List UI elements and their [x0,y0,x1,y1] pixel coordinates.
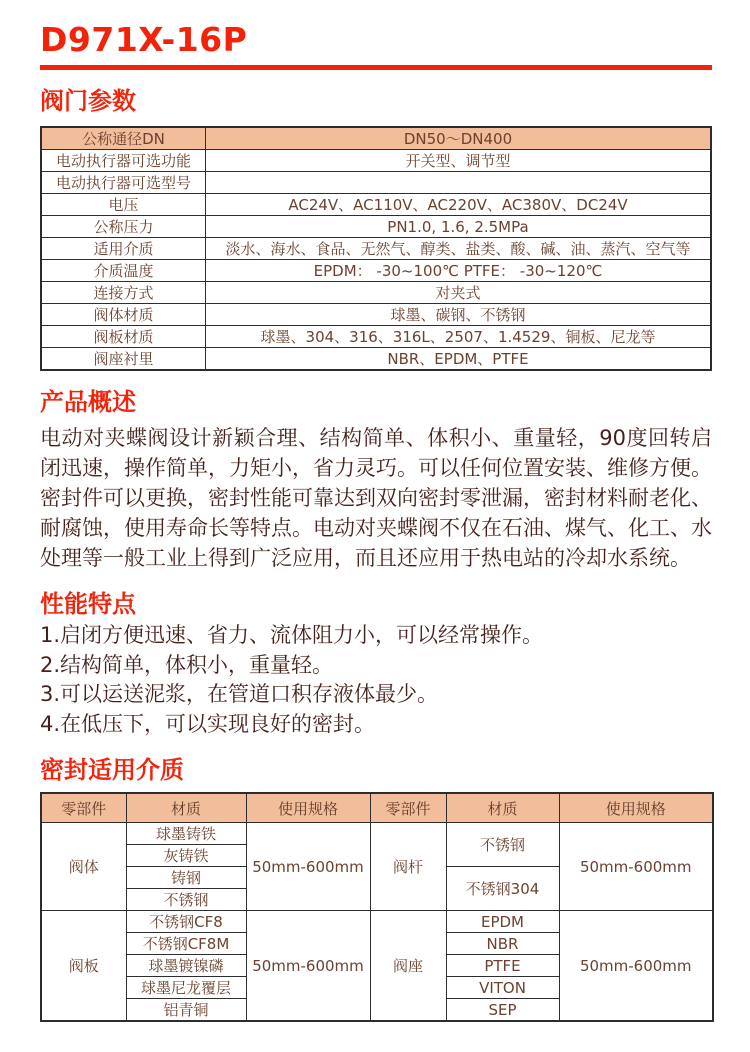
param-label: 电动执行器可选型号 [41,172,206,194]
section-heading-valve-params: 阀门参数 [40,87,136,115]
table-row [41,172,711,194]
spec-cell: 50mm-600mm [559,911,713,1022]
column-header: 零部件 [370,793,446,823]
material-cell: PTFE [446,955,559,977]
table-row [41,150,711,172]
param-value: 开关型、调节型 [206,150,712,172]
material-cell: 铸钢 [126,867,246,889]
section-heading-features: 性能特点 [40,590,136,618]
overview-paragraph: 电动对夹蝶阀设计新颖合理、结构简单、体积小、重量轻，90度回转启闭迅速，操作简单，力矩小，省力灵巧。可以任何位置安装、维修方便。密封件可以更换，密封性能可靠达到双向密封零泄漏，密封材料耐老化、耐腐蚀，使用寿命长等特点。电动对夹蝶阀不仅在石油、煤气、化工、水处理等一般工业上得到广泛应用，而且还应用于热电站的冷却水系统。 [40,426,712,570]
table-row [41,194,711,216]
section-heading-seal-media: 密封适用介质 [40,756,184,784]
part-cell: 阀杆 [370,823,446,911]
column-header: 使用规格 [559,793,713,823]
part-cell: 阀板 [41,911,126,1022]
column-header: 材质 [446,793,559,823]
feature-item: 3.可以运送泥浆，在管道口积存液体最少。 [40,682,439,706]
param-label: 介质温度 [41,260,206,282]
feature-item: 1.启闭方便迅速、省力、流体阻力小，可以经常操作。 [40,623,544,647]
table-row [41,282,711,304]
seal-media-table [40,792,714,1022]
param-label: 适用介质 [41,238,206,260]
table-header-row [41,793,713,823]
material-cell: NBR [446,933,559,955]
param-label: 电动执行器可选功能 [41,150,206,172]
material-cell: EPDM [446,911,559,933]
column-header: 零部件 [41,793,126,823]
material-cell: VITON [446,977,559,999]
param-label: 阀体材质 [41,304,206,326]
material-cell: 不锈钢CF8M [126,933,246,955]
section-heading-overview: 产品概述 [40,388,136,416]
valve-params-table [40,126,712,371]
param-label: 公称通径DN [41,127,206,150]
table-row [41,127,711,150]
table-row [41,823,713,845]
param-label: 电压 [41,194,206,216]
title-underline-rule [40,65,712,70]
feature-item: 2.结构简单，体积小，重量轻。 [40,652,334,677]
param-label: 阀板材质 [41,326,206,348]
param-value: 球墨、304、316、316L、2507、1.4529、铜板、尼龙等 [206,326,712,348]
param-value: 对夹式 [206,282,712,304]
spec-cell: 50mm-600mm [246,911,370,1022]
param-value: 淡水、海水、食品、无然气、醇类、盐类、酸、碱、油、蒸汽、空气等 [206,238,712,260]
spec-cell: 50mm-600mm [559,823,713,911]
material-cell: 球墨铸铁 [126,823,246,845]
param-label: 阀座衬里 [41,348,206,371]
table-row [41,238,711,260]
material-cell: SEP [446,999,559,1022]
material-cell: 不锈钢304 [446,867,559,911]
param-label: 连接方式 [41,282,206,304]
features-list [40,621,712,739]
table-row [41,348,711,371]
table-row [41,216,711,238]
material-cell: 灰铸铁 [126,845,246,867]
material-cell: 球墨尼龙覆层 [126,977,246,999]
param-value: AC24V、AC110V、AC220V、AC380V、DC24V [206,194,712,216]
part-cell: 阀座 [370,911,446,1022]
material-cell: 不锈钢 [446,823,559,867]
table-row [41,260,711,282]
table-row [41,911,713,933]
column-header: 使用规格 [246,793,370,823]
material-cell: 铝青铜 [126,999,246,1022]
product-model-title: D971X-16P [40,20,248,59]
material-cell: 不锈钢 [126,889,246,911]
spec-cell: 50mm-600mm [246,823,370,911]
feature-item: 4.在低压下，可以实现良好的密封。 [40,711,376,736]
param-label: 公称压力 [41,216,206,238]
table-row [41,326,711,348]
part-cell: 阀体 [41,823,126,911]
param-value: PN1.0, 1.6, 2.5MPa [206,216,712,238]
param-value: NBR、EPDM、PTFE [206,348,712,371]
table-row [41,304,711,326]
param-value: 球墨、碳钢、不锈钢 [206,304,712,326]
param-value: DN50～DN400 [206,127,712,150]
param-value: EPDM： -30~100℃ PTFE： -30~120℃ [206,260,712,282]
material-cell: 不锈钢CF8 [126,911,246,933]
material-cell: 球墨镀镍磷 [126,955,246,977]
param-value [206,172,712,194]
column-header: 材质 [126,793,246,823]
